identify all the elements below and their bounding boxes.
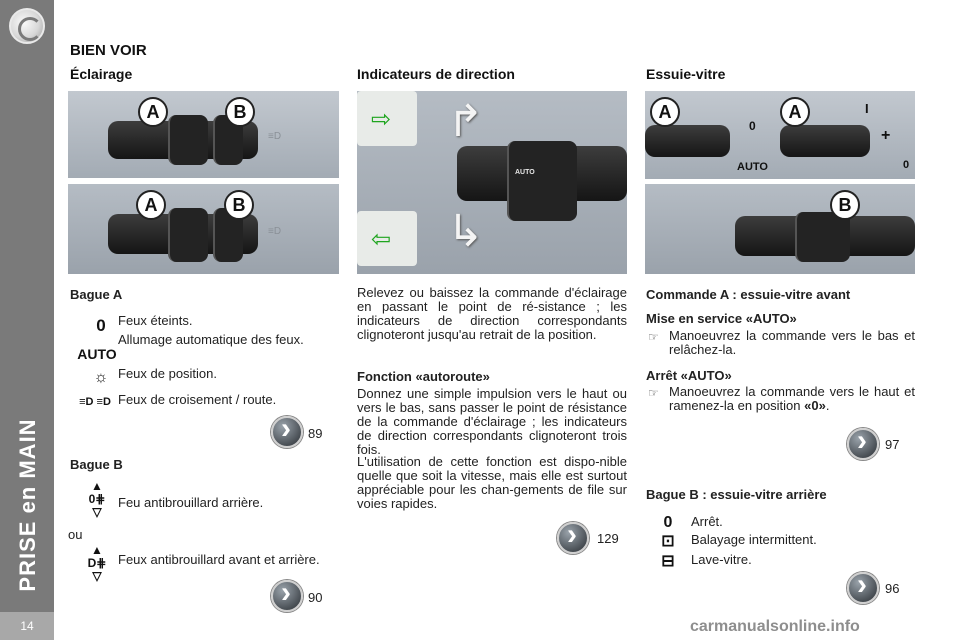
green-arrow-right-icon: ⇨ bbox=[371, 106, 392, 133]
page-ref-129-icon[interactable] bbox=[557, 522, 589, 554]
auto-marking: AUTO bbox=[515, 169, 535, 176]
mise-en-service-heading: Mise en service «AUTO» bbox=[646, 311, 797, 326]
wiper-stalk-right bbox=[780, 125, 870, 157]
turn-right-indicator-panel bbox=[357, 91, 417, 146]
sidebar bbox=[0, 0, 54, 640]
commande-a-heading: Commande A : essuie-vitre avant bbox=[646, 287, 851, 302]
callout-a: A bbox=[650, 97, 680, 127]
page-ref-90-icon[interactable] bbox=[271, 580, 303, 612]
page-ref-96-icon[interactable] bbox=[847, 572, 879, 604]
bague-b-heading: Bague B bbox=[70, 457, 123, 472]
mise-en-service-text: Manoeuvrez la commande vers le bas et relâchez-la. bbox=[669, 328, 915, 357]
arret-auto-text: Manoeuvrez la commande vers le haut et ramenez-la en position «0». bbox=[669, 384, 915, 413]
bullet-icon: ☞ bbox=[648, 330, 659, 344]
callout-b: B bbox=[830, 190, 860, 220]
rear-fog-text: Feu antibrouillard arrière. bbox=[118, 495, 264, 510]
indicateurs-photo bbox=[357, 91, 627, 274]
arret-auto-heading: Arrêt «AUTO» bbox=[646, 368, 732, 383]
down-arrow-icon: ↳ bbox=[447, 207, 484, 256]
page-ref-97[interactable]: 97 bbox=[885, 437, 900, 452]
one-label: I bbox=[865, 101, 869, 116]
page-ref-97-icon[interactable] bbox=[847, 428, 879, 460]
position-zero-bold: «0» bbox=[804, 398, 826, 413]
bullet-icon: ☞ bbox=[648, 386, 659, 400]
page-ref-90[interactable]: 90 bbox=[308, 590, 323, 605]
front-rear-fog-text: Feux antibrouillard avant et arrière. bbox=[118, 552, 320, 567]
lights-off-text: Feux éteints. bbox=[118, 313, 193, 328]
autoroute-heading: Fonction «autoroute» bbox=[357, 369, 490, 384]
callout-a: A bbox=[136, 190, 166, 220]
lights-off-icon: 0 bbox=[96, 316, 106, 335]
ghost-headlight-icon: ≡D bbox=[268, 131, 282, 142]
front-rear-fog-light-icon: ▲ D⋕ ▽ bbox=[87, 543, 107, 583]
wiper-stalk-left bbox=[645, 125, 730, 157]
eclairage-photo-top bbox=[68, 91, 339, 178]
indicateurs-paragraph-2: Donnez une simple impulsion vers le haut ou vers le bas, sans passer le point de résistance de la commande d'éclairage ; les indicateurs de direction correspondants clignoteront trois fois. bbox=[357, 386, 627, 457]
rear-fog-light-icon: ▲ 0⋕ ▽ bbox=[88, 479, 106, 519]
or-text: ou bbox=[68, 527, 83, 542]
ghost-headlight-icon: ≡D bbox=[268, 226, 282, 237]
bague-a-heading: Bague A bbox=[70, 287, 123, 302]
essuie-vitre-title: Essuie-vitre bbox=[646, 66, 726, 82]
eclairage-title: Éclairage bbox=[70, 66, 133, 82]
plus-label: + bbox=[881, 127, 891, 144]
indicateurs-title: Indicateurs de direction bbox=[357, 66, 515, 82]
indicateurs-paragraph-3: L'utilisation de cette fonction est dispo-nible quelle que soit la vitesse, mais elle est surtout appréciable pour les chan-gements de file sur voies rapides. bbox=[357, 454, 627, 511]
wiper-off-icon: 0 bbox=[663, 514, 673, 531]
zero-label-2: 0 bbox=[903, 159, 910, 171]
dipped-main-beam-text: Feux de croisement / route. bbox=[118, 392, 277, 407]
ring-a bbox=[168, 208, 208, 262]
page-ref-89[interactable]: 89 bbox=[308, 426, 323, 441]
ring-a bbox=[168, 115, 208, 165]
washer-icon: ⊟ bbox=[661, 553, 675, 570]
callout-a: A bbox=[138, 97, 168, 127]
intermittent-wipe-text: Balayage intermittent. bbox=[691, 532, 817, 547]
eclairage-photo-bottom bbox=[68, 184, 339, 274]
page-ref-96[interactable]: 96 bbox=[885, 581, 900, 596]
auto-lights-text: Allumage automatique des feux. bbox=[118, 332, 304, 347]
callout-a: A bbox=[780, 97, 810, 127]
callout-b: B bbox=[224, 190, 254, 220]
section-title: BIEN VOIR bbox=[70, 42, 147, 59]
watermark: carmanualsonline.info bbox=[690, 618, 860, 635]
turn-left-indicator-panel bbox=[357, 211, 417, 266]
auto-label: AUTO bbox=[737, 161, 768, 173]
stalk-head bbox=[507, 141, 577, 221]
essuie-vitre-photo-top bbox=[645, 91, 915, 179]
up-arrow-icon: ↱ bbox=[447, 97, 484, 146]
washer-text: Lave-vitre. bbox=[691, 552, 752, 567]
wiper-off-text: Arrêt. bbox=[691, 514, 723, 529]
bague-b-wiper-heading: Bague B : essuie-vitre arrière bbox=[646, 487, 827, 502]
green-arrow-left-icon: ⇦ bbox=[371, 226, 392, 253]
position-lights-text: Feux de position. bbox=[118, 366, 218, 381]
intermittent-wipe-icon: ⊡ bbox=[661, 533, 675, 550]
page-number: 14 bbox=[0, 612, 54, 640]
dipped-main-beam-icon: ≡D ≡D bbox=[79, 396, 111, 408]
zero-label: 0 bbox=[749, 119, 756, 133]
essuie-vitre-photo-bottom bbox=[645, 184, 915, 274]
page-ref-89-icon[interactable] bbox=[271, 416, 303, 448]
chapter-title: PRISE en MAIN bbox=[15, 418, 40, 592]
indicateurs-paragraph-1: Relevez ou baissez la commande d'éclairage en passant le point de ré-sistance ; les indicateurs de direction correspondants clignoteront jusqu'au retrait de la position. bbox=[357, 285, 627, 342]
position-lights-icon: ☼ bbox=[93, 369, 109, 386]
callout-b: B bbox=[225, 97, 255, 127]
page-ref-129[interactable]: 129 bbox=[597, 531, 619, 546]
auto-icon: AUTO bbox=[77, 346, 117, 362]
brand-logo-icon bbox=[9, 8, 45, 44]
